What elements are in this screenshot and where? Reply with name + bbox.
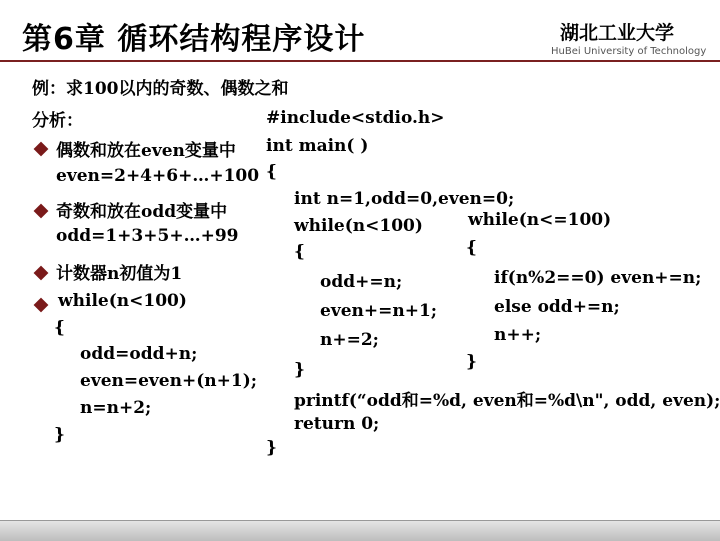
- alt-code-brace: }: [466, 352, 477, 372]
- code-return: return 0;: [294, 414, 380, 434]
- alt-code-brace: {: [466, 238, 477, 258]
- code-brace: }: [266, 438, 277, 458]
- code-declaration: int n=1,odd=0,even=0;: [294, 189, 515, 209]
- code-printf: printf(“odd和=%d, even和=%d\n", odd, even);: [294, 391, 720, 411]
- code-brace: {: [294, 242, 305, 262]
- code-statement: even+=n+1;: [320, 301, 438, 321]
- code-include: #include<stdio.h>: [266, 108, 445, 128]
- odd-formula: odd=1+3+5+…+99: [56, 226, 239, 246]
- pseudo-line: }: [54, 425, 65, 445]
- code-main: int main( ): [266, 136, 369, 156]
- analysis-even-variable: 偶数和放在even变量中: [56, 141, 236, 161]
- pseudo-line: odd=odd+n;: [80, 344, 198, 364]
- analysis-odd-variable: 奇数和放在odd变量中: [56, 202, 228, 222]
- analysis-heading: 分析：: [32, 111, 83, 131]
- code-brace: }: [294, 360, 305, 380]
- analysis-counter: 计数器n初值为1: [56, 264, 183, 284]
- pseudo-line: n=n+2;: [80, 398, 152, 418]
- header-divider: [0, 60, 720, 62]
- footer-band: [0, 520, 720, 541]
- code-statement: n+=2;: [320, 330, 379, 350]
- alt-code-statement: if(n%2==0) even+=n;: [494, 268, 702, 288]
- alt-code-statement: else odd+=n;: [494, 297, 620, 317]
- pseudo-line: even=even+(n+1);: [80, 371, 258, 391]
- university-name-english: HuBei University of Technology: [551, 46, 707, 57]
- pseudo-line: {: [54, 318, 65, 338]
- example-statement: 例：求100以内的奇数、偶数之和: [32, 79, 289, 99]
- code-statement: odd+=n;: [320, 272, 403, 292]
- even-formula: even=2+4+6+…+100: [56, 166, 260, 186]
- slide-title: 第6章 循环结构程序设计: [22, 22, 366, 57]
- alt-code-statement: n++;: [494, 325, 542, 345]
- alt-code-while: while(n<=100): [468, 210, 612, 230]
- analysis-while: while(n<100): [58, 291, 187, 311]
- code-while: while(n<100): [294, 216, 423, 236]
- university-name: 湖北工业大学: [560, 22, 675, 44]
- code-brace: {: [266, 162, 277, 182]
